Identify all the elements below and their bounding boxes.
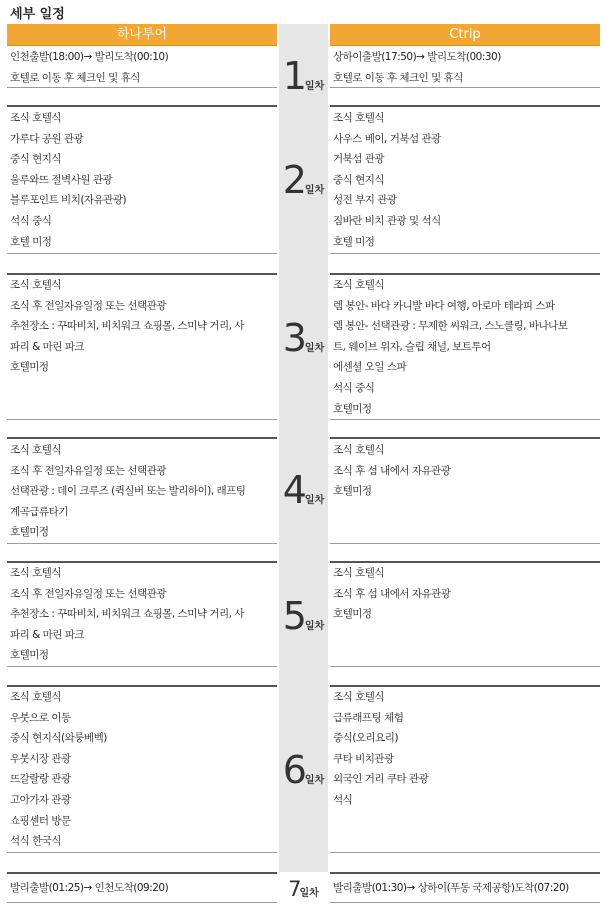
day-label — [279, 160, 328, 200]
schedule-line: 거북섬 관광 — [333, 153, 385, 166]
schedule-line: 중식 현지식 — [10, 153, 62, 166]
schedule-line: 쇼핑센터 방문 — [10, 814, 71, 827]
row-divider — [330, 419, 600, 420]
schedule-cell-right — [333, 108, 598, 252]
day-number: 1 — [282, 54, 305, 98]
schedule-line: 추천장소 : 꾸따비치, 비치워크 쇼핑몰, 스미냑 거리, 사 — [10, 320, 244, 333]
row-divider — [330, 45, 600, 46]
schedule-line: 조식 후 전일자유일정 또는 선택관광 — [10, 299, 166, 312]
schedule-line: 사우스 베이, 거북섬 관광 — [333, 132, 441, 145]
schedule-line: 중식 현지식 — [333, 173, 385, 186]
column-header-hanatour: 하나투어 — [7, 24, 277, 45]
schedule-line: 우붓시장 관광 — [10, 752, 71, 765]
schedule-line: 호텔 미정 — [333, 235, 375, 248]
row-divider — [7, 543, 277, 544]
schedule-line: 조식 후 전일자유일정 또는 선택관광 — [10, 464, 166, 477]
day-suffix: 일차 — [304, 343, 325, 354]
schedule-line: 블루포인트 비치(자유관광) — [10, 194, 127, 207]
schedule-line: 호텔미정 — [333, 402, 372, 415]
row-divider — [7, 872, 277, 874]
row-divider — [7, 666, 277, 667]
row-divider — [330, 902, 600, 903]
schedule-line: 석식 중식 — [333, 381, 375, 394]
schedule-line: 호텔미정 — [10, 526, 49, 539]
schedule-line: 외국인 거리 쿠타 관광 — [333, 773, 429, 786]
schedule-line: 조식 호텔식 — [10, 444, 62, 456]
row-divider — [7, 419, 277, 420]
schedule-cell-right — [333, 687, 598, 811]
row-divider — [330, 666, 600, 667]
schedule-cell-right — [333, 440, 598, 502]
schedule-line: 상하이출발(17:50)→ 발리도착(00:30) — [333, 51, 501, 63]
schedule-line: 석식 — [333, 793, 353, 806]
schedule-line: 트, 웨이브 위자, 슬립 채널, 보트투어 — [333, 340, 491, 353]
day-suffix: 일차 — [304, 495, 325, 506]
row-divider — [330, 872, 600, 874]
schedule-cell-right — [333, 275, 598, 419]
schedule-line: 조식 호텔식 — [10, 279, 62, 291]
page-title: 세부 일정 — [10, 7, 65, 22]
day-label — [279, 56, 328, 96]
schedule-line: 조식 호텔식 — [333, 279, 385, 291]
schedule-line: 우붓으로 이동 — [10, 711, 71, 724]
schedule-cell-left — [10, 878, 274, 899]
row-divider — [330, 87, 600, 88]
schedule-line: 에센셜 오일 스파 — [333, 361, 407, 374]
schedule-line: 조식 후 전일자유일정 또는 선택관광 — [10, 587, 166, 600]
row-divider — [7, 45, 277, 46]
schedule-line: 호텔미정 — [333, 608, 372, 621]
schedule-line: 호텔 미정 — [10, 235, 52, 248]
schedule-line: 파리 & 마린 파크 — [10, 628, 85, 641]
schedule-line: 인천출발(18:00)→ 발리도착(00:10) — [10, 51, 169, 63]
schedule-line: 계곡급류타기 — [10, 505, 68, 518]
schedule-line: 조식 후 섬 내에서 자유관광 — [333, 464, 451, 477]
day-number: 4 — [282, 468, 305, 512]
schedule-line: 뜨갈랄랑 관광 — [10, 773, 71, 786]
day-suffix: 일차 — [304, 775, 325, 786]
schedule-line: 호텔미정 — [333, 485, 372, 498]
schedule-cell-left — [10, 275, 274, 378]
row-divider — [7, 87, 277, 88]
schedule-line: 호텔미정 — [10, 649, 49, 662]
schedule-line: 추천장소 : 꾸따비치, 비치워크 쇼핑몰, 스미냑 거리, 사 — [10, 608, 244, 621]
schedule-line: 쿠타 비치관광 — [333, 752, 394, 765]
schedule-line: 울루와뜨 절벽사원 관광 — [10, 173, 113, 186]
schedule-cell-left — [10, 563, 274, 666]
row-divider — [330, 105, 600, 107]
day-label — [279, 750, 328, 790]
day-suffix: 일차 — [304, 185, 325, 196]
row-divider — [7, 902, 277, 903]
schedule-cell-right — [333, 563, 598, 625]
row-divider — [330, 852, 600, 853]
schedule-cell-right — [333, 47, 598, 88]
schedule-line: 조식 호텔식 — [333, 112, 385, 124]
column-header-ctrip: Ctrip — [330, 24, 600, 45]
day-number: 6 — [282, 748, 305, 792]
schedule-line: 렘 봉안- 바다 카니발 바다 여행, 아로마 테라피 스파 — [333, 299, 555, 312]
schedule-line: 석식 중식 — [10, 214, 52, 227]
day-suffix: 일차 — [304, 621, 325, 632]
schedule-line: 중식(오리요리) — [333, 732, 399, 745]
schedule-cell-left — [10, 108, 274, 252]
schedule-line: 호텔미정 — [10, 361, 49, 374]
schedule-line: 발리출발(01:30)→ 상하이(푸동 국제공항)도착(07:20) — [333, 882, 569, 894]
day-label — [279, 470, 328, 510]
day-label — [279, 596, 328, 636]
schedule-line: 석식 한국식 — [10, 835, 62, 848]
row-divider — [7, 253, 277, 254]
schedule-line: 발리출발(01:25)→ 인천도착(09:20) — [10, 882, 169, 894]
day-label — [279, 318, 328, 358]
day-number: 7 — [288, 877, 300, 901]
schedule-line: 조식 호텔식 — [10, 691, 62, 703]
row-divider — [7, 852, 277, 853]
schedule-line: 가루다 공원 관광 — [10, 132, 84, 145]
schedule-line: 성전 부지 관광 — [333, 194, 397, 207]
schedule-line: 급류래프팅 체험 — [333, 711, 404, 724]
schedule-line: 고아가자 관광 — [10, 793, 71, 806]
schedule-line: 중식 현지식(와룽베벡) — [10, 732, 107, 745]
row-divider — [7, 437, 277, 439]
schedule-cell-left — [10, 440, 274, 543]
schedule-cell-left — [10, 47, 274, 88]
day-number: 5 — [282, 594, 305, 638]
schedule-line: 조식 호텔식 — [333, 567, 385, 579]
schedule-line: 짐바란 비치 관광 및 석식 — [333, 214, 441, 227]
row-divider — [330, 253, 600, 254]
schedule-line: 파리 & 마린 파크 — [10, 340, 85, 353]
schedule-line: 조식 후 섬 내에서 자유관광 — [333, 587, 451, 600]
row-divider — [330, 543, 600, 544]
schedule-line: 렘 봉안- 선택관광 : 무제한 씨워크, 스노클링, 바나나보 — [333, 320, 568, 333]
schedule-line: 조식 호텔식 — [10, 112, 62, 124]
schedule-line: 호텔로 이동 후 체크인 및 휴식 — [10, 71, 140, 84]
schedule-line: 선택관광 : 데이 크루즈 (퀵실버 또는 발리하이), 래프팅 — [10, 485, 246, 498]
schedule-cell-left — [10, 687, 274, 852]
day-label — [279, 878, 328, 900]
day-column-band — [279, 24, 328, 872]
schedule-line: 조식 호텔식 — [333, 444, 385, 456]
day-suffix: 일차 — [304, 81, 325, 92]
schedule-line: 호텔로 이동 후 체크인 및 휴식 — [333, 71, 463, 84]
row-divider — [7, 105, 277, 107]
schedule-line: 조식 호텔식 — [333, 691, 385, 703]
row-divider — [330, 437, 600, 439]
day-number: 3 — [282, 316, 305, 360]
day-number: 2 — [282, 158, 305, 202]
schedule-line: 조식 호텔식 — [10, 567, 62, 579]
schedule-cell-right — [333, 878, 598, 899]
day-suffix: 일차 — [299, 888, 319, 899]
